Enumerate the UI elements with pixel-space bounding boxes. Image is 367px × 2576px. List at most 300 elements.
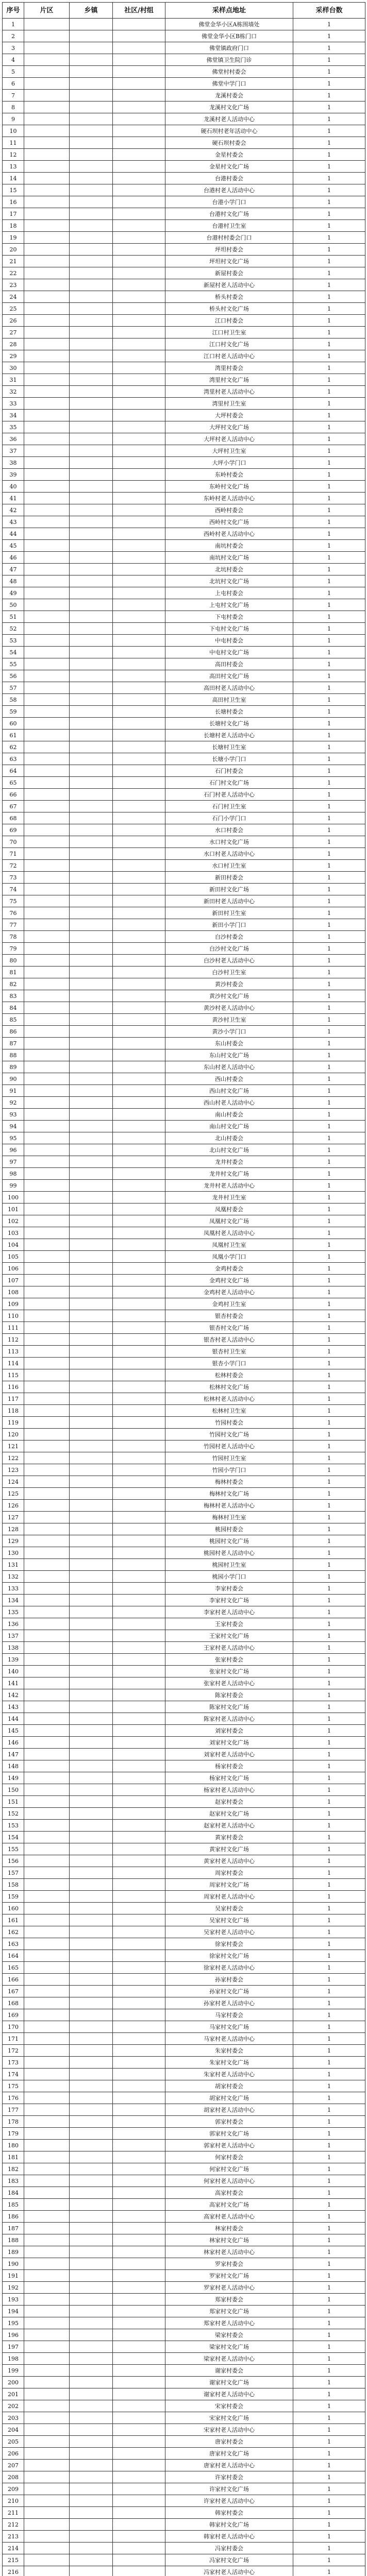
cell-village xyxy=(113,19,165,30)
sampling-sites-sheet xyxy=(2,2,365,2576)
cell-count: 1 xyxy=(293,777,365,789)
table-body xyxy=(3,19,365,2576)
cell-serial: 120 xyxy=(3,1429,24,1440)
cell-area xyxy=(24,78,70,90)
cell-village xyxy=(113,1630,165,1642)
cell-address: 何家村老人活动中心 xyxy=(165,2175,293,2187)
cell-address: 金鸡村文化广场 xyxy=(165,1275,293,1286)
table-row xyxy=(3,362,365,374)
cell-serial: 155 xyxy=(3,1843,24,1855)
cell-town xyxy=(70,1464,113,1476)
cell-serial: 201 xyxy=(3,2388,24,2400)
cell-area xyxy=(24,1974,70,1986)
cell-area xyxy=(24,2412,70,2424)
cell-area xyxy=(24,1891,70,1903)
cell-town xyxy=(70,2329,113,2341)
cell-serial: 82 xyxy=(3,978,24,990)
cell-village xyxy=(113,990,165,1002)
table-row xyxy=(3,184,365,196)
cell-village xyxy=(113,1192,165,1204)
cell-address: 松林村文化广场 xyxy=(165,1381,293,1393)
cell-address: 下屯村委会 xyxy=(165,611,293,623)
cell-address: 台港小学门口 xyxy=(165,196,293,208)
table-row xyxy=(3,2531,365,2543)
cell-area xyxy=(24,66,70,78)
cell-village xyxy=(113,765,165,777)
cell-serial: 62 xyxy=(3,741,24,753)
cell-village xyxy=(113,1109,165,1121)
cell-count: 1 xyxy=(293,1346,365,1358)
cell-serial: 66 xyxy=(3,789,24,801)
table-row xyxy=(3,244,365,256)
cell-area xyxy=(24,587,70,599)
cell-address: 徐家村老人活动中心 xyxy=(165,1962,293,1974)
cell-town xyxy=(70,2436,113,2448)
cell-village xyxy=(113,1144,165,1156)
cell-village xyxy=(113,66,165,78)
cell-count: 1 xyxy=(293,125,365,137)
cell-village xyxy=(113,2282,165,2294)
cell-town xyxy=(70,1796,113,1808)
cell-serial: 171 xyxy=(3,2033,24,2045)
cell-count: 1 xyxy=(293,943,365,955)
cell-serial: 102 xyxy=(3,1215,24,1227)
cell-count: 1 xyxy=(293,1559,365,1571)
cell-village xyxy=(113,2069,165,2080)
cell-area xyxy=(24,1369,70,1381)
cell-village xyxy=(113,2377,165,2388)
table-row xyxy=(3,587,365,599)
cell-count: 1 xyxy=(293,78,365,90)
cell-town xyxy=(70,1405,113,1417)
cell-count: 1 xyxy=(293,2211,365,2223)
cell-village xyxy=(113,78,165,90)
cell-address: 陈家村委会 xyxy=(165,1689,293,1701)
cell-serial: 32 xyxy=(3,386,24,398)
cell-town xyxy=(70,42,113,54)
cell-address: 梅林村文化广场 xyxy=(165,1488,293,1500)
cell-town xyxy=(70,125,113,137)
cell-town xyxy=(70,1322,113,1334)
cell-village xyxy=(113,1038,165,1049)
cell-serial: 28 xyxy=(3,338,24,350)
cell-village xyxy=(113,1855,165,1867)
cell-town xyxy=(70,895,113,907)
cell-town xyxy=(70,2554,113,2566)
cell-area xyxy=(24,2531,70,2543)
cell-area xyxy=(24,1926,70,1938)
table-row xyxy=(3,2543,365,2554)
cell-town xyxy=(70,1986,113,1997)
cell-village xyxy=(113,1168,165,1180)
cell-area xyxy=(24,611,70,623)
cell-serial: 44 xyxy=(3,528,24,540)
cell-count: 1 xyxy=(293,1962,365,1974)
table-row xyxy=(3,2151,365,2163)
cell-area xyxy=(24,1559,70,1571)
cell-town xyxy=(70,730,113,741)
cell-count: 1 xyxy=(293,907,365,919)
cell-town xyxy=(70,2317,113,2329)
cell-serial: 13 xyxy=(3,161,24,173)
cell-address: 高田村卫生室 xyxy=(165,694,293,706)
cell-town xyxy=(70,2282,113,2294)
cell-town xyxy=(70,1121,113,1132)
cell-address: 何家村委会 xyxy=(165,2151,293,2163)
cell-village xyxy=(113,2353,165,2365)
cell-village xyxy=(113,30,165,42)
cell-town xyxy=(70,2270,113,2282)
cell-village xyxy=(113,1843,165,1855)
cell-address: 郭家村老人活动中心 xyxy=(165,2140,293,2151)
cell-town xyxy=(70,2057,113,2069)
cell-address: 佛堂中学门口 xyxy=(165,78,293,90)
cell-town xyxy=(70,2341,113,2353)
cell-serial: 39 xyxy=(3,469,24,481)
cell-village xyxy=(113,1689,165,1701)
cell-area xyxy=(24,350,70,362)
cell-address: 大坪村文化广场 xyxy=(165,421,293,433)
cell-serial: 35 xyxy=(3,421,24,433)
cell-village xyxy=(113,730,165,741)
cell-town xyxy=(70,421,113,433)
table-row xyxy=(3,1251,365,1263)
cell-village xyxy=(113,895,165,907)
cell-town xyxy=(70,2151,113,2163)
cell-count: 1 xyxy=(293,2388,365,2400)
cell-village xyxy=(113,1701,165,1713)
cell-count: 1 xyxy=(293,1677,365,1689)
cell-serial: 209 xyxy=(3,2483,24,2495)
cell-count: 1 xyxy=(293,196,365,208)
cell-area xyxy=(24,2306,70,2317)
cell-town xyxy=(70,2377,113,2388)
table-row xyxy=(3,2080,365,2092)
cell-address: 大坪村委会 xyxy=(165,410,293,421)
cell-village xyxy=(113,753,165,765)
cell-serial: 97 xyxy=(3,1156,24,1168)
table-row xyxy=(3,1867,365,1879)
cell-serial: 208 xyxy=(3,2471,24,2483)
cell-serial: 196 xyxy=(3,2329,24,2341)
cell-serial: 107 xyxy=(3,1275,24,1286)
cell-village xyxy=(113,1381,165,1393)
cell-serial: 99 xyxy=(3,1180,24,1192)
cell-town xyxy=(70,777,113,789)
cell-area xyxy=(24,1583,70,1595)
cell-town xyxy=(70,1014,113,1026)
cell-count: 1 xyxy=(293,2495,365,2507)
cell-area xyxy=(24,1381,70,1393)
table-row xyxy=(3,1144,365,1156)
cell-area xyxy=(24,1749,70,1760)
cell-count: 1 xyxy=(293,575,365,587)
cell-area xyxy=(24,2543,70,2554)
cell-count: 1 xyxy=(293,1654,365,1666)
cell-count: 1 xyxy=(293,457,365,469)
cell-town xyxy=(70,1749,113,1760)
cell-address: 马家村委会 xyxy=(165,2009,293,2021)
table-row xyxy=(3,2341,365,2353)
cell-serial: 93 xyxy=(3,1109,24,1121)
cell-serial: 80 xyxy=(3,955,24,967)
cell-area xyxy=(24,706,70,718)
cell-count: 1 xyxy=(293,398,365,410)
table-row xyxy=(3,469,365,481)
table-row xyxy=(3,2365,365,2377)
cell-village xyxy=(113,575,165,587)
cell-serial: 133 xyxy=(3,1583,24,1595)
cell-village xyxy=(113,611,165,623)
cell-count: 1 xyxy=(293,2234,365,2246)
table-row xyxy=(3,19,365,30)
cell-address: 梁家村委会 xyxy=(165,2329,293,2341)
cell-village xyxy=(113,1239,165,1251)
cell-serial: 40 xyxy=(3,481,24,493)
cell-town xyxy=(70,1642,113,1654)
cell-count: 1 xyxy=(293,2187,365,2199)
cell-village xyxy=(113,2211,165,2223)
cell-address: 江口村卫生室 xyxy=(165,327,293,338)
table-row xyxy=(3,1547,365,1559)
cell-town xyxy=(70,1571,113,1583)
table-row xyxy=(3,528,365,540)
table-row xyxy=(3,161,365,173)
cell-area xyxy=(24,528,70,540)
cell-serial: 64 xyxy=(3,765,24,777)
cell-address: 宋家村老人活动中心 xyxy=(165,2424,293,2436)
table-row xyxy=(3,1926,365,1938)
cell-address: 郭家村委会 xyxy=(165,2116,293,2128)
cell-serial: 47 xyxy=(3,564,24,575)
cell-town xyxy=(70,1381,113,1393)
table-row xyxy=(3,2211,365,2223)
table-row xyxy=(3,208,365,220)
cell-address: 许家村文化广场 xyxy=(165,2483,293,2495)
cell-serial: 212 xyxy=(3,2519,24,2531)
cell-serial: 63 xyxy=(3,753,24,765)
cell-town xyxy=(70,2234,113,2246)
cell-address: 高田村委会 xyxy=(165,658,293,670)
cell-town xyxy=(70,658,113,670)
cell-address: 徐家村文化广场 xyxy=(165,1950,293,1962)
cell-town xyxy=(70,2519,113,2531)
cell-area xyxy=(24,2033,70,2045)
cell-address: 竹园村老人活动中心 xyxy=(165,1440,293,1452)
cell-area xyxy=(24,1073,70,1085)
cell-count: 1 xyxy=(293,1903,365,1914)
table-row xyxy=(3,30,365,42)
cell-town xyxy=(70,1618,113,1630)
cell-count: 1 xyxy=(293,516,365,528)
cell-area xyxy=(24,1049,70,1061)
cell-area xyxy=(24,386,70,398)
cell-town xyxy=(70,564,113,575)
cell-area xyxy=(24,2317,70,2329)
cell-address: 松林村老人活动中心 xyxy=(165,1393,293,1405)
cell-address: 台港村老人活动中心 xyxy=(165,184,293,196)
table-row xyxy=(3,1429,365,1440)
cell-area xyxy=(24,1132,70,1144)
cell-serial: 46 xyxy=(3,552,24,564)
table-row xyxy=(3,1606,365,1618)
cell-town xyxy=(70,2116,113,2128)
cell-village xyxy=(113,184,165,196)
cell-village xyxy=(113,2519,165,2531)
cell-area xyxy=(24,137,70,149)
table-row xyxy=(3,493,365,504)
cell-town xyxy=(70,2092,113,2104)
cell-town xyxy=(70,256,113,267)
cell-village xyxy=(113,2009,165,2021)
cell-serial: 91 xyxy=(3,1085,24,1097)
table-row xyxy=(3,2412,365,2424)
cell-area xyxy=(24,161,70,173)
cell-area xyxy=(24,1547,70,1559)
cell-address: 黄沙村卫生室 xyxy=(165,1014,293,1026)
cell-area xyxy=(24,1251,70,1263)
cell-village xyxy=(113,777,165,789)
table-row xyxy=(3,848,365,860)
cell-count: 1 xyxy=(293,1926,365,1938)
cell-address: 白沙村老人活动中心 xyxy=(165,955,293,967)
cell-serial: 12 xyxy=(3,149,24,161)
cell-serial: 157 xyxy=(3,1867,24,1879)
cell-count: 1 xyxy=(293,2436,365,2448)
cell-count: 1 xyxy=(293,2258,365,2270)
table-row xyxy=(3,137,365,149)
cell-village xyxy=(113,552,165,564)
table-row xyxy=(3,303,365,315)
table-row xyxy=(3,575,365,587)
cell-town xyxy=(70,812,113,824)
table-row xyxy=(3,279,365,291)
cell-serial: 131 xyxy=(3,1559,24,1571)
table-row xyxy=(3,647,365,658)
cell-serial: 96 xyxy=(3,1144,24,1156)
cell-serial: 53 xyxy=(3,635,24,647)
cell-town xyxy=(70,1595,113,1606)
cell-town xyxy=(70,789,113,801)
cell-village xyxy=(113,1737,165,1749)
cell-village xyxy=(113,2045,165,2057)
cell-address: 白沙村文化广场 xyxy=(165,943,293,955)
cell-village xyxy=(113,1014,165,1026)
cell-area xyxy=(24,327,70,338)
cell-town xyxy=(70,173,113,184)
cell-address: 上屯村委会 xyxy=(165,587,293,599)
cell-address: 龙井村文化广场 xyxy=(165,1168,293,1180)
cell-village xyxy=(113,2223,165,2234)
cell-town xyxy=(70,2471,113,2483)
cell-count: 1 xyxy=(293,1121,365,1132)
cell-town xyxy=(70,149,113,161)
table-row xyxy=(3,967,365,978)
cell-count: 1 xyxy=(293,2294,365,2306)
cell-count: 1 xyxy=(293,647,365,658)
cell-village xyxy=(113,2057,165,2069)
cell-area xyxy=(24,2294,70,2306)
cell-village xyxy=(113,1298,165,1310)
cell-address: 东岭村老人活动中心 xyxy=(165,493,293,504)
table-row xyxy=(3,1760,365,1772)
cell-area xyxy=(24,990,70,1002)
cell-count: 1 xyxy=(293,1843,365,1855)
cell-address: 北山村文化广场 xyxy=(165,1144,293,1156)
cell-area xyxy=(24,1334,70,1346)
cell-count: 1 xyxy=(293,564,365,575)
cell-village xyxy=(113,504,165,516)
cell-count: 1 xyxy=(293,1571,365,1583)
cell-town xyxy=(70,2412,113,2424)
cell-serial: 134 xyxy=(3,1595,24,1606)
cell-serial: 138 xyxy=(3,1642,24,1654)
cell-count: 1 xyxy=(293,1689,365,1701)
cell-town xyxy=(70,2246,113,2258)
table-row xyxy=(3,1689,365,1701)
cell-town xyxy=(70,267,113,279)
cell-count: 1 xyxy=(293,445,365,457)
cell-town xyxy=(70,919,113,931)
cell-town xyxy=(70,2223,113,2234)
cell-count: 1 xyxy=(293,694,365,706)
cell-area xyxy=(24,1903,70,1914)
cell-town xyxy=(70,1026,113,1038)
cell-village xyxy=(113,1832,165,1843)
cell-count: 1 xyxy=(293,1085,365,1097)
cell-address: 胡家村委会 xyxy=(165,2080,293,2092)
cell-address: 竹园村委会 xyxy=(165,1417,293,1429)
cell-count: 1 xyxy=(293,1855,365,1867)
cell-town xyxy=(70,2128,113,2140)
cell-address: 韩家村文化广场 xyxy=(165,2519,293,2531)
cell-serial: 163 xyxy=(3,1938,24,1950)
cell-area xyxy=(24,1121,70,1132)
cell-area xyxy=(24,2092,70,2104)
cell-town xyxy=(70,1002,113,1014)
cell-town xyxy=(70,90,113,101)
cell-town xyxy=(70,2448,113,2460)
cell-serial: 162 xyxy=(3,1926,24,1938)
cell-area xyxy=(24,504,70,516)
cell-area xyxy=(24,1689,70,1701)
cell-area xyxy=(24,1227,70,1239)
cell-village xyxy=(113,2294,165,2306)
cell-count: 1 xyxy=(293,303,365,315)
table-row xyxy=(3,599,365,611)
cell-count: 1 xyxy=(293,2400,365,2412)
cell-town xyxy=(70,137,113,149)
cell-village xyxy=(113,848,165,860)
cell-serial: 29 xyxy=(3,350,24,362)
cell-town xyxy=(70,232,113,244)
cell-serial: 24 xyxy=(3,291,24,303)
cell-village xyxy=(113,682,165,694)
cell-count: 1 xyxy=(293,872,365,884)
cell-area xyxy=(24,1867,70,1879)
cell-area xyxy=(24,2175,70,2187)
table-row xyxy=(3,564,365,575)
cell-count: 1 xyxy=(293,2412,365,2424)
cell-village xyxy=(113,1251,165,1263)
cell-area xyxy=(24,1144,70,1156)
cell-count: 1 xyxy=(293,1097,365,1109)
cell-count: 1 xyxy=(293,2460,365,2471)
cell-village xyxy=(113,196,165,208)
table-row xyxy=(3,931,365,943)
cell-count: 1 xyxy=(293,1666,365,1677)
cell-count: 1 xyxy=(293,1322,365,1334)
